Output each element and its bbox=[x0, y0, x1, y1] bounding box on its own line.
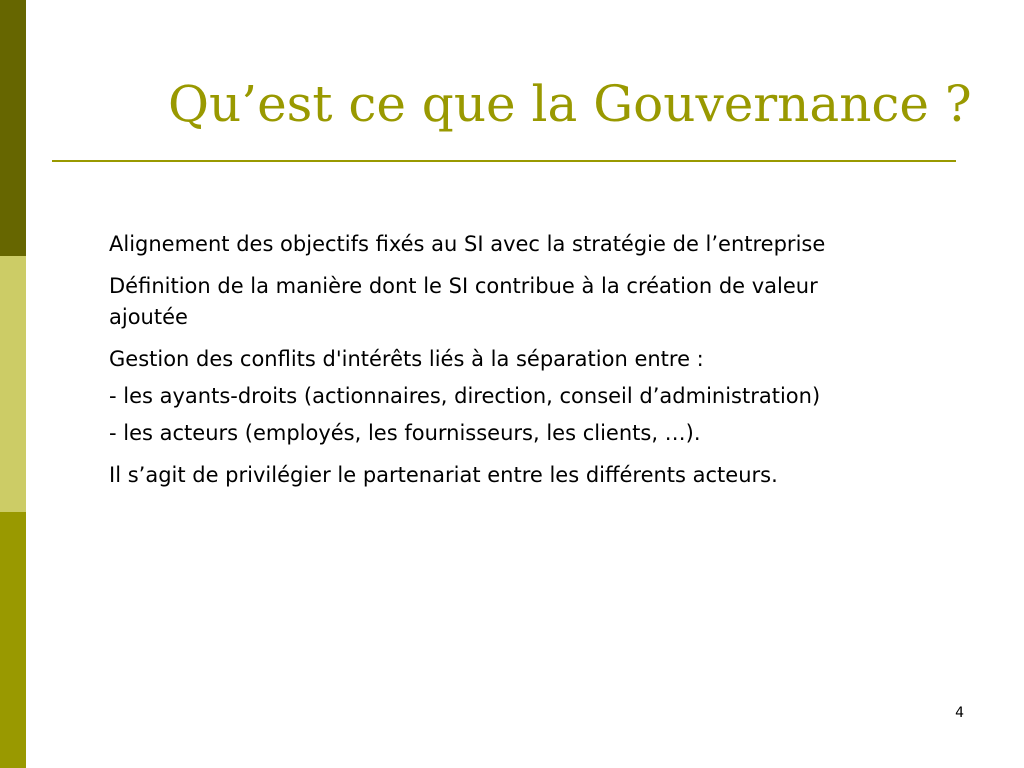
paragraph-alignment-text: Alignement des objectifs fixés au SI avec la stratégie de l’entreprise bbox=[109, 232, 826, 256]
sidebar-band-top bbox=[0, 0, 26, 256]
paragraph-definition-line-2: ajoutée bbox=[109, 305, 188, 329]
paragraph-definition-line-1: Définition de la manière dont le SI contribue à la création de valeur bbox=[109, 274, 818, 298]
sidebar-band-bottom bbox=[0, 512, 26, 768]
page-number: 4 bbox=[955, 705, 964, 721]
paragraph-definition bbox=[109, 271, 999, 333]
sidebar-band-middle bbox=[0, 256, 26, 512]
paragraph-partnership bbox=[109, 460, 999, 491]
paragraph-alignment bbox=[109, 229, 999, 260]
conflicts-item-acteurs: - les acteurs (employés, les fournisseurs, les clients, …). bbox=[109, 421, 701, 445]
paragraph-conflicts bbox=[109, 344, 999, 449]
slide-body bbox=[109, 229, 999, 491]
paragraph-conflicts-intro: Gestion des conflits d'intérêts liés à la séparation entre : bbox=[109, 347, 704, 371]
slide-title: Qu’est ce que la Gouvernance ? bbox=[168, 75, 972, 133]
conflicts-item-ayants-droits: - les ayants-droits (actionnaires, direction, conseil d’administration) bbox=[109, 384, 821, 408]
title-underline bbox=[52, 160, 956, 162]
paragraph-partnership-text: Il s’agit de privilégier le partenariat entre les différents acteurs. bbox=[109, 463, 778, 487]
